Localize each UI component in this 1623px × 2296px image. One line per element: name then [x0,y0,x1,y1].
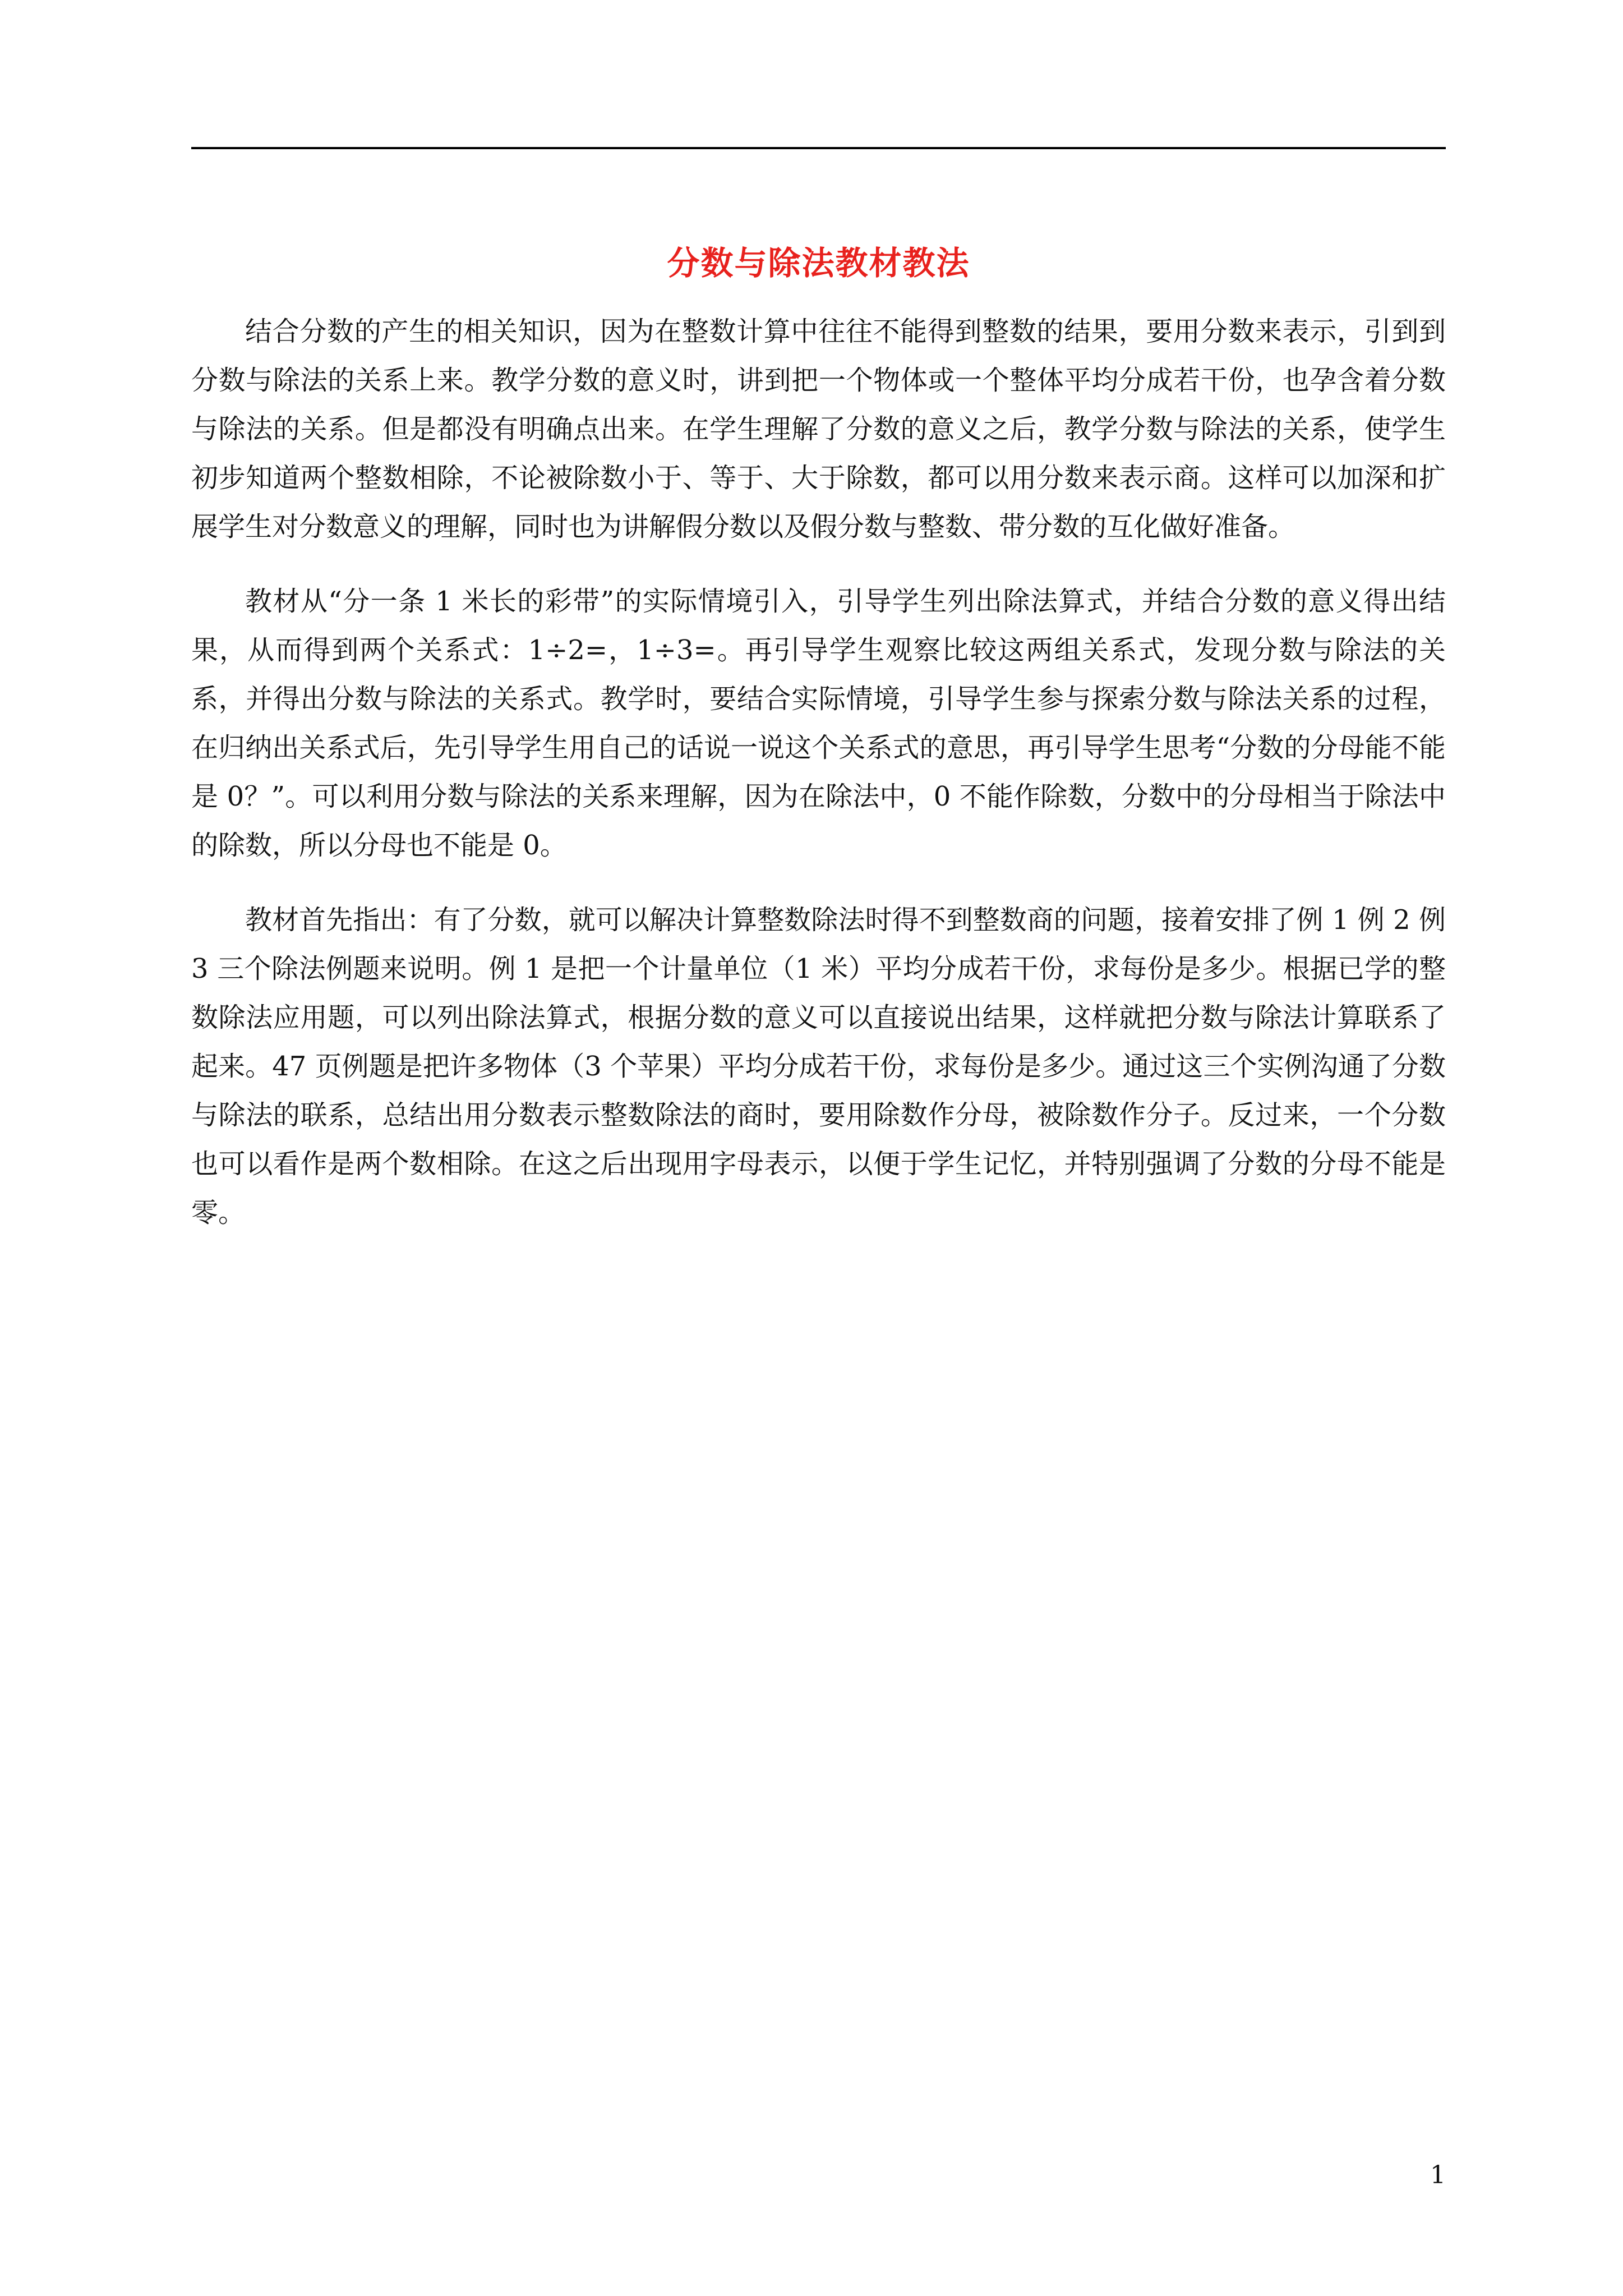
document-body [191,307,1446,1263]
paragraph-1: 结合分数的产生的相关知识，因为在整数计算中往往不能得到整数的结果，要用分数来表示，引到到分数与除法的关系上来。教学分数的意义时，讲到把一个物体或一个整体平均分成若干份，也孕含着分数与除法的关系。但是都没有明确点出来。在学生理解了分数的意义之后，教学分数与除法的关系，使学生初步知道两个整数相除，不论被除数小于、等于、大于除数，都可以用分数来表示商。这样可以加深和扩展学生对分数意义的理解，同时也为讲解假分数以及假分数与整数、带分数的互化做好准备。 [191,316,1446,542]
page-number: 1 [1430,2161,1446,2189]
paragraph-3: 教材首先指出：有了分数，就可以解决计算整数除法时得不到整数商的问题，接着安排了例 1 例 2 例 3 三个除法例题来说明。例 1 是把一个计量单位（1 米）平均分成若干份，求每份是多少。根据已学的整数除法应用题，可以列出除法算式，根据分数的意义可以直接说出结果，这样就把分数与除法计算联系了起来。47 页例题是把许多物体（3 个苹果）平均分成若干份，求每份是多少。通过这三个实例沟通了分数与除法的联系，总结出用分数表示整数除法的商时，要用除数作分母，被除数作分子。反过来，一个分数也可以看作是两个数相除。在这之后出现用字母表示，以便于学生记忆，并特别强调了分数的分母不能是零。 [191,904,1446,1228]
document-title: 分数与除法教材教法 [667,243,970,282]
paragraph-2: 教材从“分一条 1 米长的彩带”的实际情境引入，引导学生列出除法算式，并结合分数的意义得出结果，从而得到两个关系式：1÷2=，1÷3=。再引导学生观察比较这两组关系式，发现分数与除法的关系，并得出分数与除法的关系式。教学时，要结合实际情境，引导学生参与探索分数与除法关系的过程，在归纳出关系式后，先引导学生用自己的话说一说这个关系式的意思，再引导学生思考“分数的分母能不能是 0？”。可以利用分数与除法的关系来理解，因为在除法中，0 不能作除数，分数中的分母相当于除法中的除数，所以分母也不能是 0。 [191,586,1446,861]
header-rule [191,147,1446,149]
